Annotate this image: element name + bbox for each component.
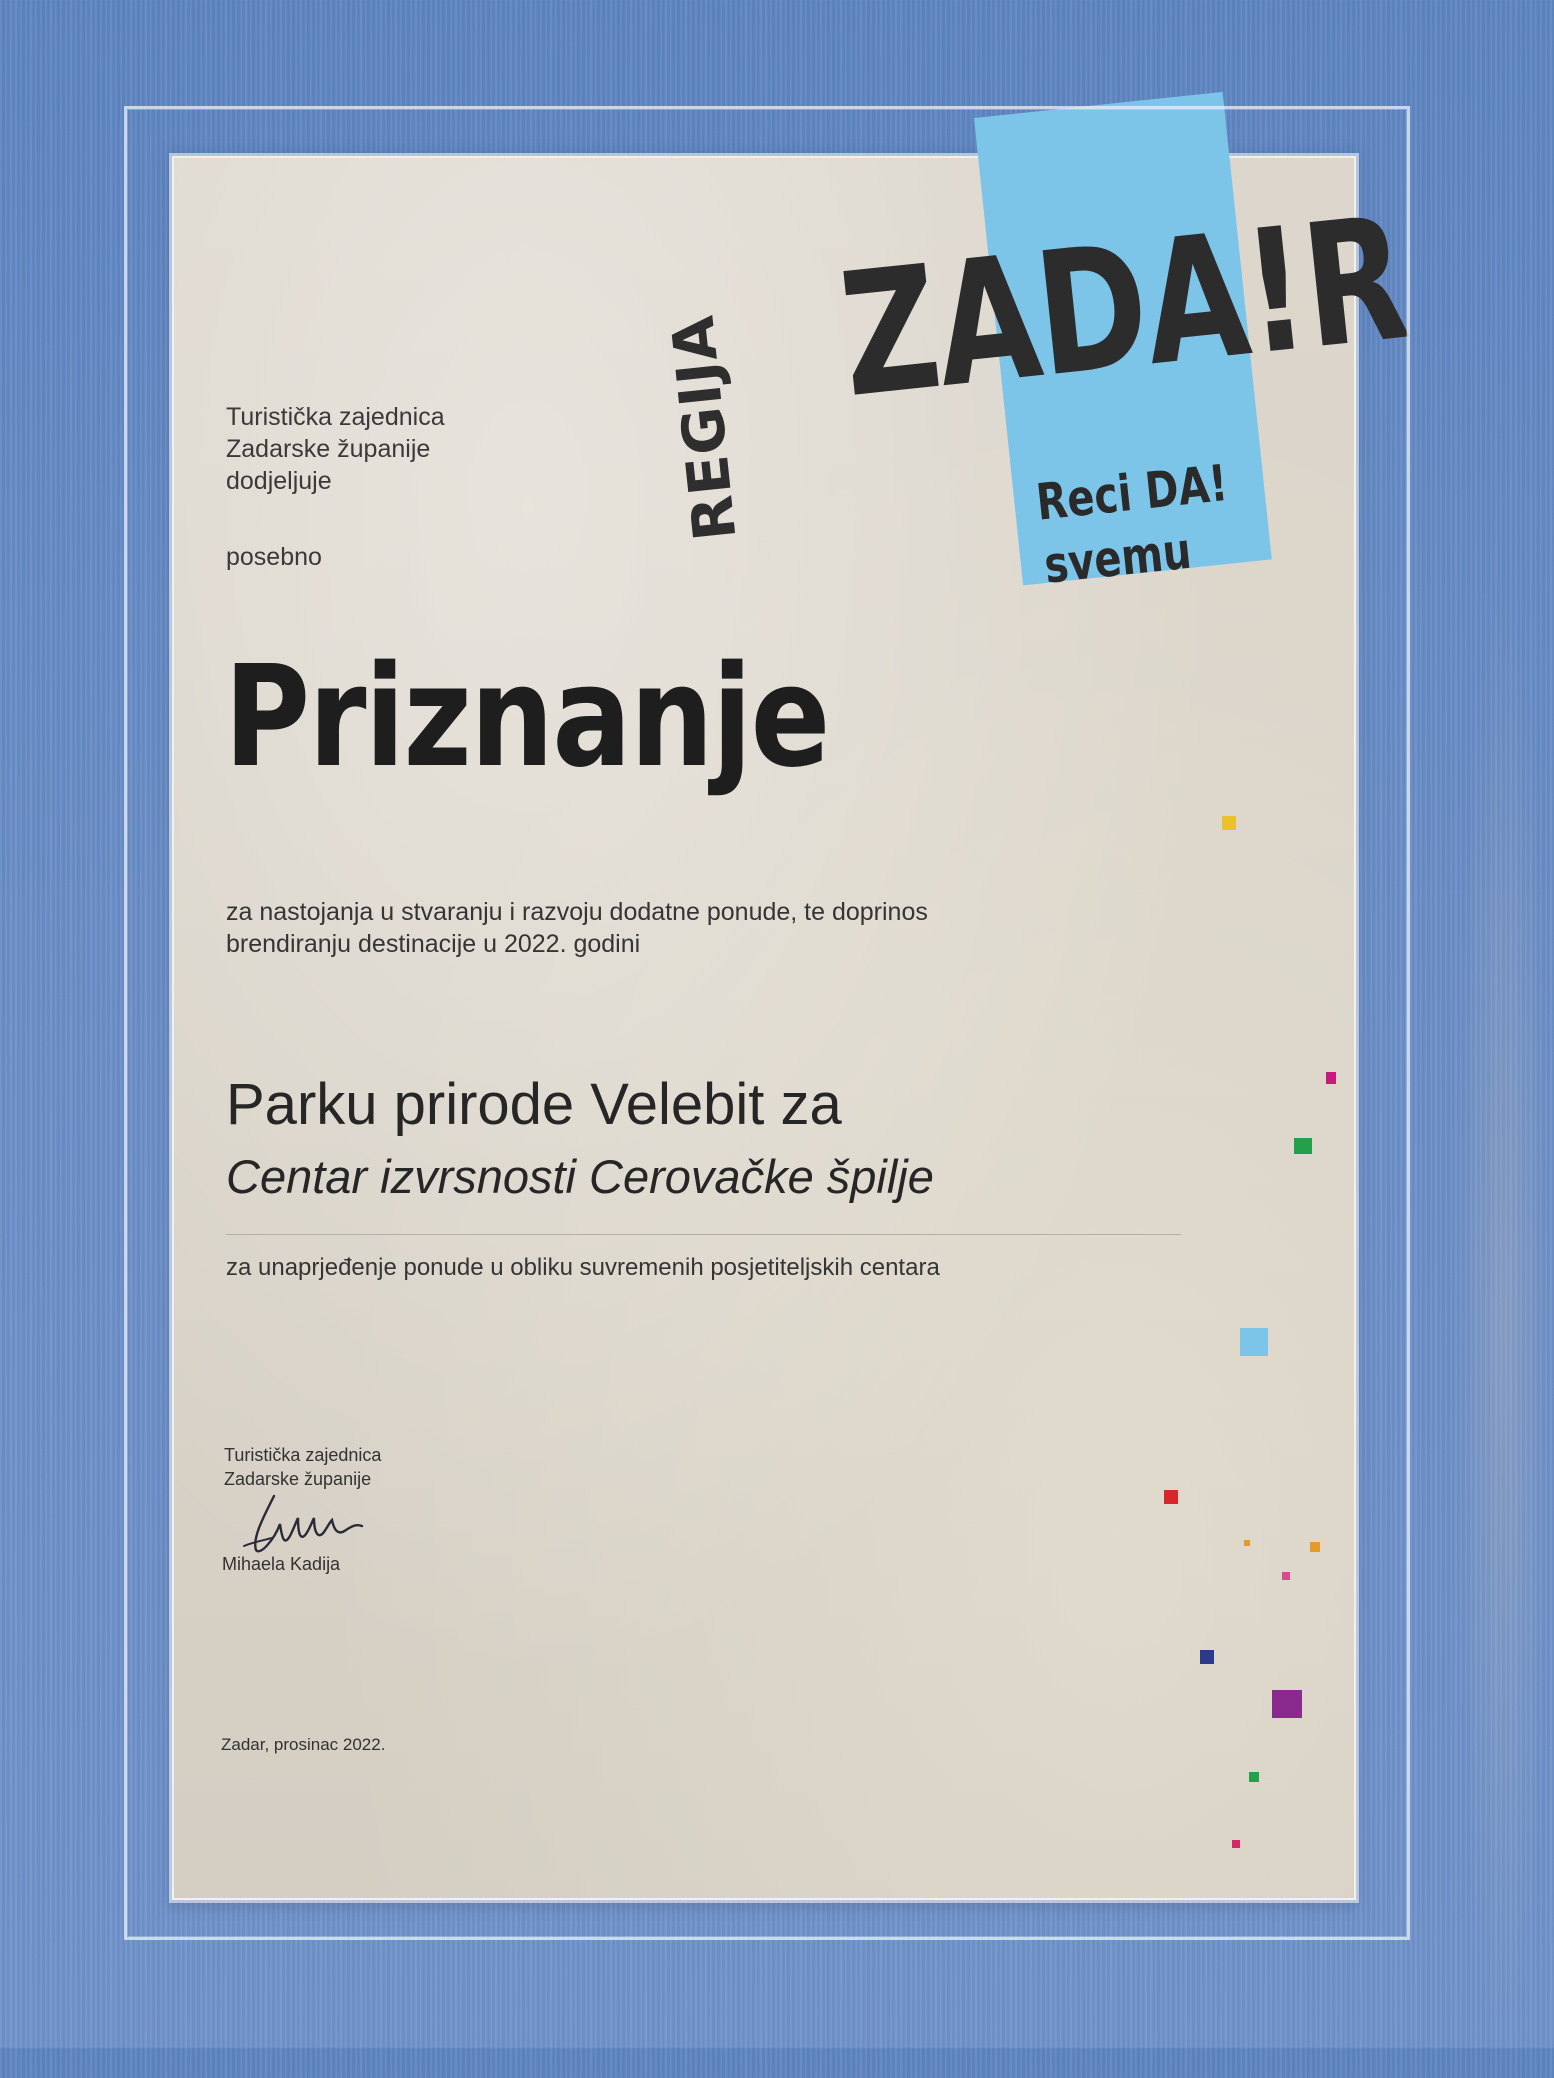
purpose-text: za unaprjeđenje ponude u obliku suvremenih posjetiteljskih centara bbox=[226, 1254, 940, 1281]
confetti-pink bbox=[1232, 1840, 1240, 1848]
confetti-orange-small bbox=[1244, 1540, 1250, 1546]
confetti-green-small bbox=[1249, 1772, 1259, 1782]
signatory-org-line-2: Zadarske županije bbox=[224, 1469, 372, 1489]
place-date: Zadar, prosinac 2022. bbox=[221, 1735, 386, 1754]
glass-glare bbox=[1454, 578, 1554, 2078]
certificate-title: Priznanje bbox=[224, 636, 829, 799]
confetti-lightblue bbox=[1240, 1328, 1268, 1356]
recipient-project: Centar izvrsnosti Cerovačke špilje bbox=[226, 1150, 934, 1203]
confetti-navy bbox=[1200, 1650, 1214, 1664]
recipient-name: Parku prirode Velebit za bbox=[226, 1072, 842, 1137]
confetti-green bbox=[1294, 1138, 1312, 1154]
signatory-org bbox=[224, 1443, 381, 1491]
handwritten-signature bbox=[234, 1488, 404, 1558]
logo-zadar: ZADA!R bbox=[832, 180, 1415, 436]
issuer-line-1: Turistička zajednica bbox=[226, 403, 445, 431]
signatory-org-line-1: Turistička zajednica bbox=[224, 1445, 382, 1465]
divider-line bbox=[226, 1234, 1181, 1235]
logo-reci-da: Reci DA! bbox=[1033, 453, 1231, 532]
logo-regija-text: REGIJA bbox=[658, 312, 750, 544]
logo-svemu: svemu bbox=[1041, 521, 1195, 595]
confetti-orange bbox=[1310, 1542, 1320, 1552]
confetti-magenta bbox=[1326, 1072, 1336, 1084]
confetti-purple bbox=[1272, 1690, 1302, 1718]
logo-regija bbox=[658, 312, 750, 544]
reason-line-1: za nastojanja u stvaranju i razvoju dodatne ponude, te doprinos bbox=[226, 898, 928, 926]
issuer-line-2: Zadarske županije bbox=[226, 435, 431, 463]
signatory-name: Mihaela Kadija bbox=[222, 1554, 341, 1574]
confetti-yellow bbox=[1222, 816, 1236, 830]
qualifier-text: posebno bbox=[226, 543, 322, 571]
confetti-pink-small bbox=[1282, 1572, 1290, 1580]
reason-line-2: brendiranju destinacije u 2022. godini bbox=[226, 930, 641, 958]
issuer-line-3: dodjeljuje bbox=[226, 467, 332, 495]
confetti-red bbox=[1164, 1490, 1178, 1504]
reason-block bbox=[226, 896, 928, 960]
issuer-block bbox=[226, 401, 445, 497]
certificate bbox=[172, 156, 1415, 1900]
